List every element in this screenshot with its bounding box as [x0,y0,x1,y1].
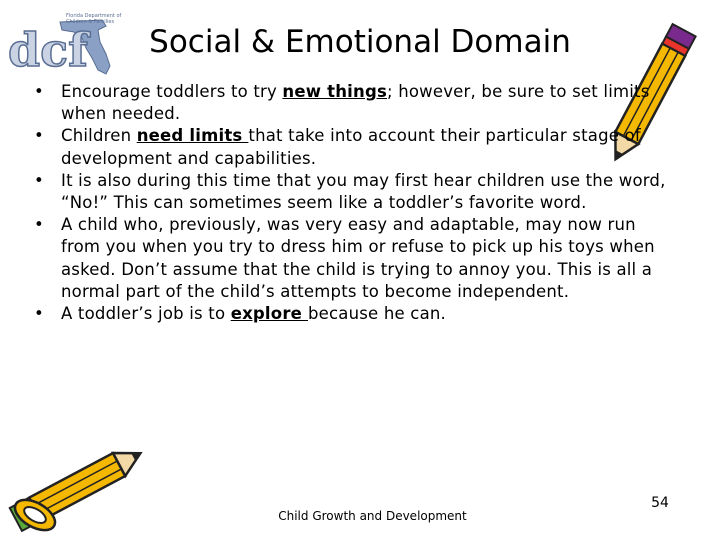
logo-text-line-1: Florida Department of [66,13,122,19]
bullet-text: A child who, previously, was very easy and adaptable, may now run from you when you try to dress him or refuse to pick up his toys when asked. Don’t assume that the child is trying to annoy you. This is all a normal part of the child’s attempts to become independent. [61,215,655,301]
slide-footer: Child Growth and Development [278,509,467,523]
logo-letters: dcf [8,23,88,77]
bullet-marker: • [34,215,44,235]
emphasis-need-limits: need limits [136,126,249,146]
dcf-logo-graphic [2,8,122,80]
page-number: 54 [651,495,669,511]
bullet-marker: • [34,170,44,190]
logo-text-line-2: Children & Families [66,19,115,25]
bullet-text: Encourage toddlers to try [61,82,283,101]
bullet-text: It is also during this time that you may first hear children use the word, “No!” This can sometimes seem like a toddler’s favorite word. [61,170,666,213]
emphasis-new-things: new things [282,82,388,101]
bullet-marker: • [34,126,44,146]
bullet-text: that take into account their particular stage of development and capabilities. [61,126,641,168]
bullet-item [34,81,674,125]
pencil-decoration-bottom-left [0,430,150,540]
bullet-marker: • [34,304,44,324]
bullet-item [34,170,674,214]
bullet-text: Children [61,126,137,146]
bullet-item [34,214,674,303]
bullet-list [34,81,674,325]
bullet-marker: • [34,82,44,101]
bullet-text: ; however, be sure to set limits when needed. [61,82,650,124]
bullet-item [34,125,674,169]
bullet-text: because he can. [308,304,446,324]
emphasis-explore: explore [230,304,308,324]
pencil-icon [0,430,150,540]
bullet-item [34,303,674,325]
dcf-logo [2,8,122,80]
slide-title: Social & Emotional Domain [149,24,571,60]
bullet-text: A toddler’s job is to [61,304,231,324]
